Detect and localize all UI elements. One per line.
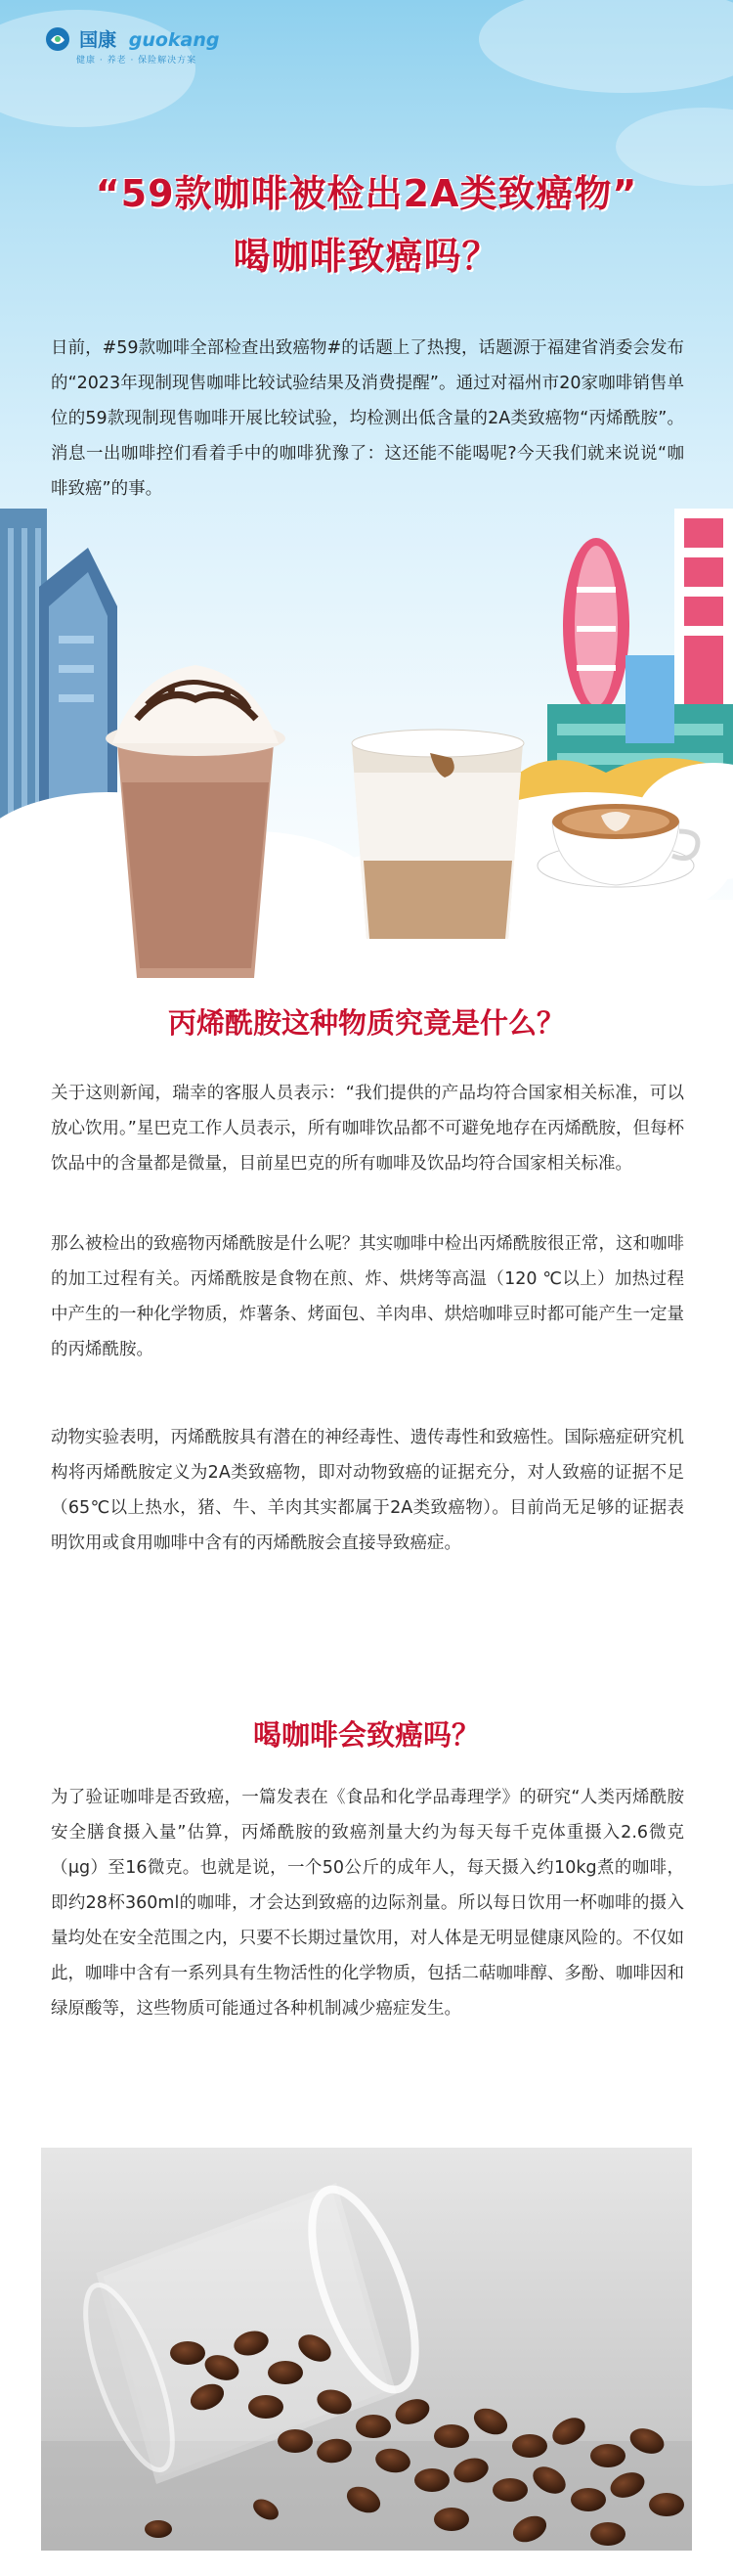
cappuccino-cup-icon: [538, 804, 698, 887]
logo-tagline: 健康 · 养老 · 保险解决方案: [76, 56, 197, 66]
logo-brand-en: guokang: [128, 29, 220, 51]
section1-paragraph-1: 关于这则新闻，瑞幸的客服人员表示：“我们提供的产品均符合国家相关标准，可以放心饮用。”星巴克工作人员表示，所有咖啡饮品都不可避免地存在丙烯酰胺，但每杯饮品中的含量都是微量，目前星巴克的所有咖啡及饮品均符合国家相关标准。: [51, 1084, 684, 1174]
section1-title: 丙烯酰胺这种物质究竟是什么？: [167, 1006, 565, 1040]
hero-banner: [0, 0, 733, 988]
section1-paragraph-3: 动物实验表明，丙烯酰胺具有潜在的神经毒性、遗传毒性和致癌性。国际癌症研究机构将丙烯酰胺定义为2A类致癌物，即对动物致癌的证据充分，对人致癌的证据不足（65℃以上热水，猪、牛、羊肉其实都属于2A类致癌物）。目前尚无足够的证据表明饮用或食用咖啡中含有的丙烯酰胺会直接导致癌症。: [51, 1428, 684, 1553]
section1-paragraph-2: 那么被检出的致癌物丙烯酰胺是什么呢？其实咖啡中检出丙烯酰胺很正常，这和咖啡的加工过程有关。丙烯酰胺是食物在煎、炸、烘烤等高温（120 ℃以上）加热过程中产生的一种化学物质，炸薯条、烤面包、羊肉串、烘焙咖啡豆时都可能产生一定量的丙烯酰胺。: [51, 1234, 684, 1359]
logo-text: [79, 25, 219, 52]
guokang-logo-icon: [45, 26, 70, 52]
logo-brand-cn: 国康: [79, 29, 117, 51]
hero-title-line1: “59款咖啡被检出2A类致癌物”: [95, 172, 638, 216]
coffee-beans-photo: [41, 2148, 692, 2551]
hero-title-line2: 喝咖啡致癌吗？: [233, 235, 500, 279]
intro-paragraph: 日前，#59款咖啡全部检查出致癌物#的话题上了热搜，话题源于福建省消委会发布的“2023年现制现售咖啡比较试验结果及消费提醒”。通过对福州市20家咖啡销售单位的59款现制现售咖啡开展比较试验，均检测出低含量的2A类致癌物“丙烯酰胺”。消息一出咖啡控们看着手中的咖啡犹豫了：这还能不能喝呢?今天我们就来说说“咖啡致癌”的事。: [51, 338, 684, 499]
coffee-beans-glass-image: [41, 2148, 692, 2551]
brand-logo[interactable]: [45, 25, 220, 66]
section2-title: 喝咖啡会致癌吗？: [252, 1718, 480, 1752]
section2-paragraph-1: 为了验证咖啡是否致癌，一篇发表在《食品和化学品毒理学》的研究“人类丙烯酰胺安全膳食摄入量”估算，丙烯酰胺的致癌剂量大约为每天每千克体重摄入2.6微克（μg）至16微克。也就是说，一个50公斤的成年人，每天摄入约10kg煮的咖啡，即约28杯360ml的咖啡，才会达到致癌的边际剂量。所以每日饮用一杯咖啡的摄入量均处在安全范围之内，只要不长期过量饮用，对人体是无明显健康风险的。不仅如此，咖啡中含有一系列具有生物活性的化学物质，包括二萜咖啡醇、多酚、咖啡因和绿原酸等，这些物质可能通过各种机制减少癌症发生。: [51, 1788, 684, 2019]
latte-glass-icon: [352, 730, 524, 939]
